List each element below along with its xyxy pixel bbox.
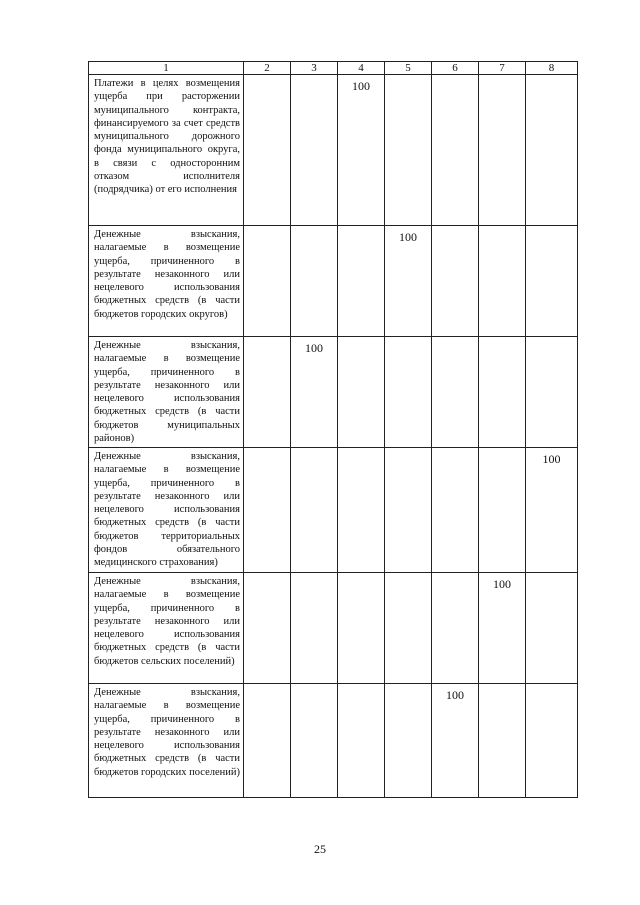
row-description: Денежные взыскания, налагаемые в возмещение ущерба, причиненного в результате незаконного или нецелевого использования бюджетных средств (в части бюджетов городских поселений) xyxy=(89,684,244,798)
table-cell xyxy=(479,75,526,226)
table-cell: 100 xyxy=(385,226,432,337)
table-cell xyxy=(338,448,385,573)
table-cell xyxy=(526,573,578,684)
table-row xyxy=(89,573,578,684)
table-cell xyxy=(338,573,385,684)
row-description: Денежные взыскания, налагаемые в возмещение ущерба, причиненного в результате незаконного или нецелевого использования бюджетных средств (в части бюджетов городских округов) xyxy=(89,226,244,337)
column-header: 3 xyxy=(291,62,338,75)
table-cell xyxy=(338,337,385,448)
row-description: Денежные взыскания, налагаемые в возмещение ущерба, причиненного в результате незаконного или нецелевого использования бюджетных средств (в части бюджетов территориальных фондов обязательного медицинского страхования) xyxy=(89,448,244,573)
table-cell xyxy=(338,684,385,798)
table-cell xyxy=(526,75,578,226)
table-cell xyxy=(385,337,432,448)
table-cell xyxy=(244,226,291,337)
table-cell xyxy=(291,448,338,573)
table-cell xyxy=(526,226,578,337)
table-cell xyxy=(338,226,385,337)
column-header: 6 xyxy=(432,62,479,75)
header-row xyxy=(89,62,578,75)
row-description: Платежи в целях возмещения ущерба при расторжении муниципального контракта, финансируемого за счет средств муниципального дорожного фонда муниципального округа, в связи с односторонним отказом исполнителя (подрядчика) от его исполнения xyxy=(89,75,244,226)
table-cell: 100 xyxy=(291,337,338,448)
table-cell xyxy=(244,684,291,798)
table-cell: 100 xyxy=(432,684,479,798)
table-cell xyxy=(479,684,526,798)
table-cell: 100 xyxy=(338,75,385,226)
table-cell xyxy=(479,226,526,337)
column-header: 2 xyxy=(244,62,291,75)
table-cell xyxy=(291,226,338,337)
table-cell xyxy=(432,226,479,337)
column-header: 8 xyxy=(526,62,578,75)
table-cell xyxy=(244,75,291,226)
table-cell xyxy=(526,337,578,448)
column-header: 5 xyxy=(385,62,432,75)
table-cell xyxy=(385,684,432,798)
table-row xyxy=(89,448,578,573)
column-header: 1 xyxy=(89,62,244,75)
table-cell xyxy=(291,684,338,798)
table-row xyxy=(89,75,578,226)
table-cell xyxy=(244,337,291,448)
table-row xyxy=(89,226,578,337)
column-header: 7 xyxy=(479,62,526,75)
table-cell: 100 xyxy=(526,448,578,573)
table-cell xyxy=(385,75,432,226)
table-cell xyxy=(385,448,432,573)
table-cell xyxy=(526,684,578,798)
table-cell xyxy=(479,448,526,573)
row-description: Денежные взыскания, налагаемые в возмещение ущерба, причиненного в результате незаконного или нецелевого использования бюджетных средств (в части бюджетов муниципальных районов) xyxy=(89,337,244,448)
table-cell xyxy=(291,75,338,226)
table-cell xyxy=(244,573,291,684)
table-cell xyxy=(432,448,479,573)
table-cell: 100 xyxy=(479,573,526,684)
budget-table xyxy=(88,61,578,798)
page-number: 25 xyxy=(314,842,326,856)
table-cell xyxy=(479,337,526,448)
table-cell xyxy=(432,337,479,448)
table-row xyxy=(89,337,578,448)
row-description: Денежные взыскания, налагаемые в возмещение ущерба, причиненного в результате незаконного или нецелевого использования бюджетных средств (в части бюджетов сельских поселений) xyxy=(89,573,244,684)
table-row xyxy=(89,684,578,798)
table-cell xyxy=(291,573,338,684)
column-header: 4 xyxy=(338,62,385,75)
table-cell xyxy=(244,448,291,573)
table-cell xyxy=(432,75,479,226)
table-cell xyxy=(432,573,479,684)
table-cell xyxy=(385,573,432,684)
